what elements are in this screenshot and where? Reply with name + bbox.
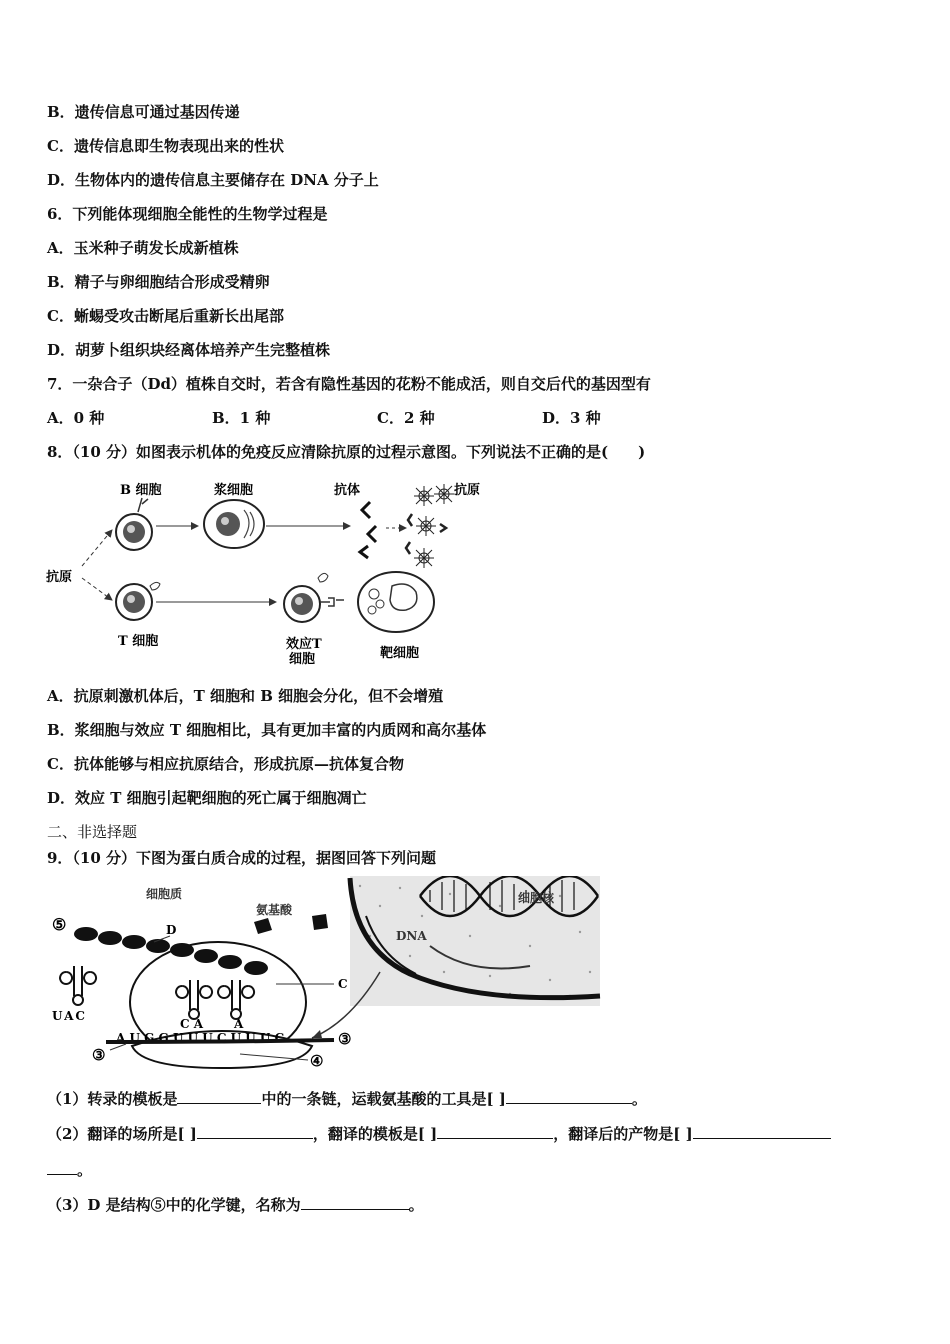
dna-label: DNA — [396, 929, 427, 943]
blank-5[interactable] — [693, 1124, 831, 1139]
antigen-top-label: 抗原 — [454, 483, 481, 498]
q7-option-c: C．2 种 — [377, 409, 435, 427]
q9-part-2: （2）翻译的场所是[ ] ，翻译的模板是[ ] ，翻译后的产物是[ ] — [47, 1124, 831, 1144]
q7-option-b: B．1 种 — [212, 409, 271, 427]
mrna-sequence: A U G G U U U C U U U C — [116, 1031, 285, 1045]
blank-3[interactable] — [197, 1124, 313, 1139]
label-3-left: ③ — [92, 1046, 106, 1064]
protein-synthesis-figure — [50, 876, 602, 1072]
section-2-heading: 二、非选择题 — [47, 823, 138, 841]
target-cell — [358, 572, 434, 632]
q9-part-2-continued: 。 — [47, 1160, 92, 1180]
label-3-right: ③ — [338, 1030, 352, 1048]
anticodon-ca: C A — [180, 1017, 204, 1031]
q9-part-1: （1）转录的模板是 中的一条链，运载氨基酸的工具是[ ] 。 — [47, 1090, 647, 1108]
b-cell — [116, 498, 152, 550]
q9-stem: 9．（10 分）下图为蛋白质合成的过程，据图回答下列问题 — [47, 849, 437, 867]
blank-4[interactable] — [437, 1124, 553, 1139]
cytoplasm-label: 细胞质 — [146, 887, 183, 901]
q6-option-c: C．蜥蜴受攻击断尾后重新长出尾部 — [47, 307, 284, 325]
q7-options — [47, 408, 747, 428]
label-4: ④ — [310, 1052, 324, 1070]
anticodon-uac: UAC — [52, 1009, 87, 1023]
q5-option-b: B．遗传信息可通过基因传递 — [47, 103, 240, 121]
q8-option-d: D．效应 T 细胞引起靶细胞的死亡属于细胞凋亡 — [47, 789, 367, 807]
q5-option-d: D．生物体内的遗传信息主要储存在 DNA 分子上 — [47, 171, 379, 189]
q8-stem: 8．（10 分）如图表示机体的免疫反应清除抗原的过程示意图。下列说法不正确的是( ) — [47, 443, 646, 461]
q6-option-d: D．胡萝卜组织块经离体培养产生完整植株 — [47, 341, 331, 359]
q6-option-b: B．精子与卵细胞结合形成受精卵 — [47, 273, 270, 291]
q8-option-b: B．浆细胞与效应 T 细胞相比，具有更加丰富的内质网和高尔基体 — [47, 721, 487, 739]
antigen-antibody-complexes — [406, 484, 454, 568]
trna-molecules — [60, 966, 254, 1019]
blank-1[interactable] — [177, 1089, 261, 1104]
t-cell — [116, 582, 160, 620]
label-d: D — [166, 923, 177, 937]
antibodies — [360, 502, 376, 558]
blank-5-continued[interactable] — [47, 1160, 77, 1175]
q6-option-a: A．玉米种子萌发长成新植株 — [47, 239, 239, 257]
q8-option-a: A．抗原刺激机体后，T 细胞和 B 细胞会分化，但不会增殖 — [47, 687, 444, 705]
label-c: C — [338, 977, 348, 991]
q9-part-3: （3）D 是结构⑤中的化学键，名称为 。 — [47, 1196, 424, 1214]
amino-acid-label: 氨基酸 — [256, 903, 293, 917]
q7-option-a: A．0 种 — [47, 409, 105, 427]
immune-response-figure — [46, 474, 506, 670]
label-5: ⑤ — [52, 915, 67, 934]
plasma-cell — [204, 500, 264, 548]
q7-stem: 7．一杂合子（Dd）植株自交时，若含有隐性基因的花粉不能成活，则自交后代的基因型有 — [47, 375, 651, 393]
q6-stem: 6．下列能体现细胞全能性的生物学过程是 — [47, 205, 328, 223]
q5-option-c: C．遗传信息即生物表现出来的性状 — [47, 137, 284, 155]
b-cell-label: B 细胞 — [120, 483, 162, 498]
effector-t-label-2: 细胞 — [289, 652, 316, 667]
nucleus-label: 细胞核 — [518, 891, 555, 905]
t-cell-label: T 细胞 — [118, 634, 159, 649]
anticodon-a: A — [234, 1017, 244, 1031]
antibody-label: 抗体 — [334, 483, 361, 498]
mrna-strand — [106, 1040, 334, 1042]
target-cell-label: 靶细胞 — [380, 646, 420, 661]
antigen-left-label: 抗原 — [46, 570, 73, 585]
blank-2[interactable] — [506, 1089, 632, 1104]
plasma-cell-label: 浆细胞 — [214, 483, 254, 498]
effector-t-cell — [284, 573, 344, 622]
blank-6[interactable] — [301, 1195, 409, 1210]
effector-t-label-1: 效应T — [286, 637, 322, 652]
q8-option-c: C．抗体能够与相应抗原结合，形成抗原—抗体复合物 — [47, 755, 404, 773]
q7-option-d: D．3 种 — [542, 409, 601, 427]
